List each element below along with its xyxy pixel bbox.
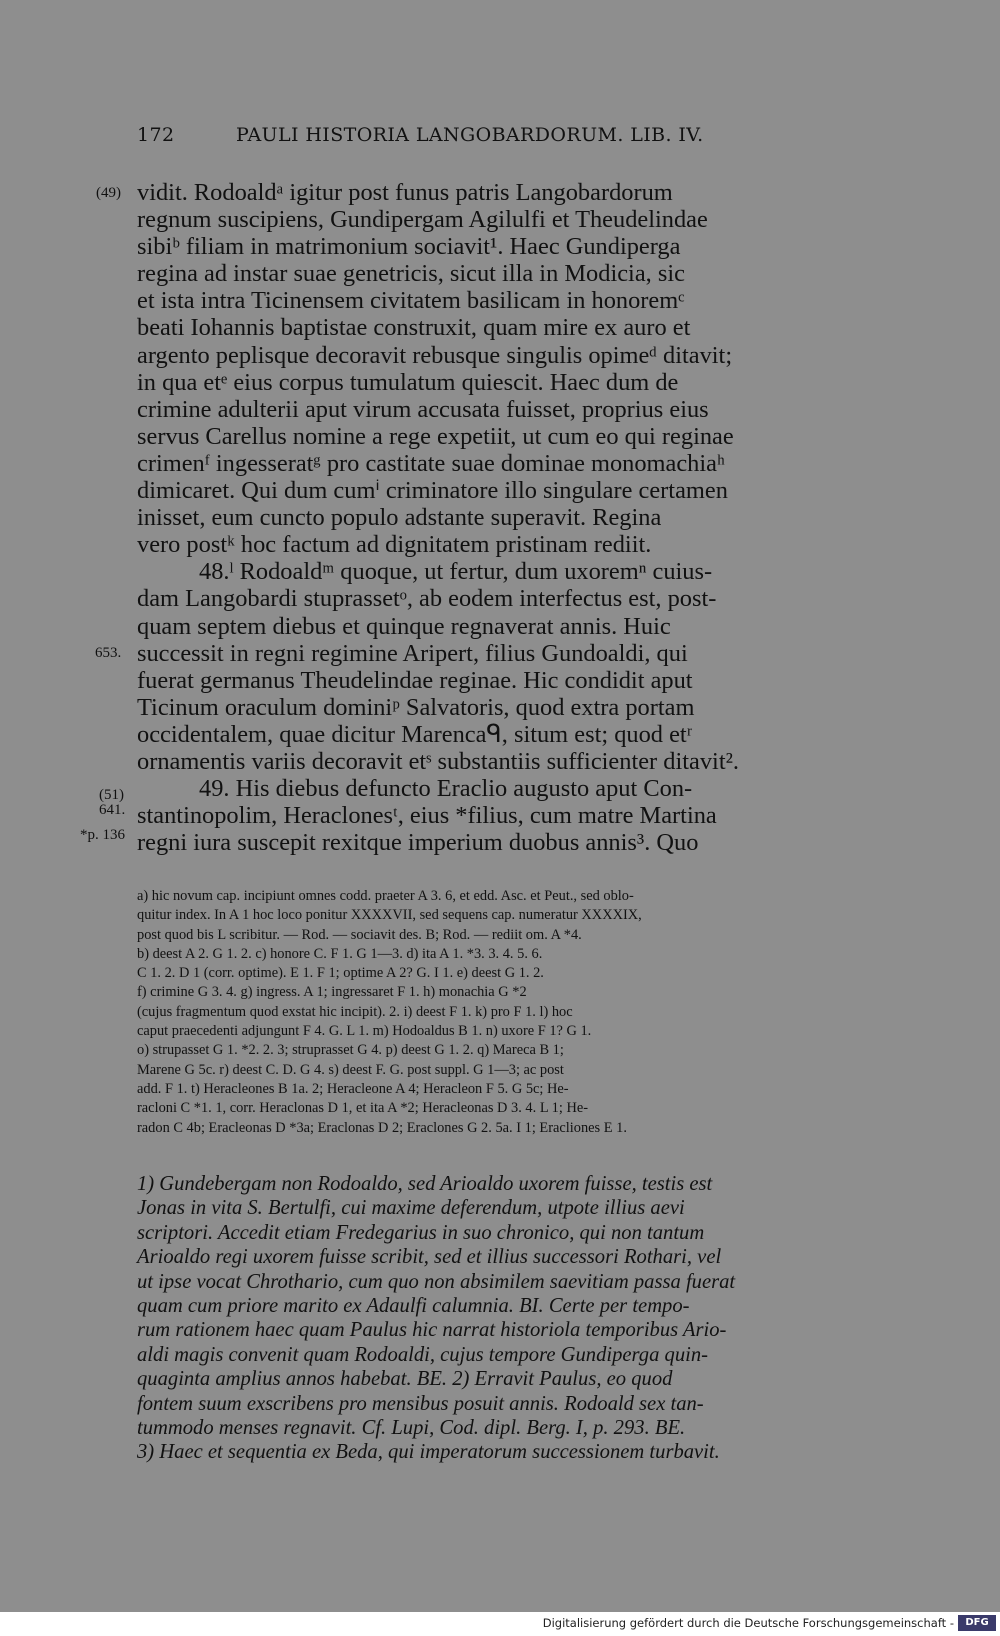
apparatus-line: racloni C *1. 1, corr. Heraclonas D 1, et ita A *2; Heracleonas D 3. 4. L 1; He- bbox=[137, 1100, 589, 1117]
footnote-line: scriptori. Accedit etiam Fredegarius in suo chronico, qui non tantum bbox=[137, 1221, 705, 1244]
apparatus-line: post quod bis L scribitur. — Rod. — sociavit des. B; Rod. — rediit om. A *4. bbox=[137, 926, 582, 943]
text-line: 48.ˡ Rodoaldᵐ quoque, ut fertur, dum uxoremⁿ cuius- bbox=[199, 558, 713, 586]
text-line: inisset, eum cuncto populo adstante superavit. Regina bbox=[137, 504, 662, 532]
margin-note-51: (51) bbox=[99, 787, 124, 803]
text-line: regina ad instar suae genetricis, sicut illa in Modicia, sic bbox=[137, 260, 685, 288]
main-text bbox=[137, 179, 877, 856]
text-line: dam Langobardi stuprassetᵒ, ab eodem interfectus est, post- bbox=[137, 585, 717, 613]
text-line: occidentalem, quae dicitur Marencaᑫ, situm est; quod etʳ bbox=[137, 720, 693, 748]
apparatus-line: radon C 4b; Eracleonas D *3a; Eraclonas D 2; Eraclones G 2. 5a. I 1; Eracliones E 1. bbox=[137, 1119, 627, 1136]
dfg-logo: DFG bbox=[958, 1615, 996, 1631]
apparatus-line: o) strupasset G 1. *2. 2. 3; struprasset G 4. p) deest G 1. 2. q) Mareca B 1; bbox=[137, 1042, 564, 1059]
critical-apparatus bbox=[137, 887, 877, 1138]
text-line: regni iura suscepit rexitque imperium duobus annis³. Quo bbox=[137, 829, 699, 857]
text-line: vidit. Rodoaldᵃ igitur post funus patris Langobardorum bbox=[137, 179, 673, 206]
margin-note-49: (49) bbox=[96, 185, 121, 201]
apparatus-line: a) hic novum cap. incipiunt omnes codd. praeter A 3. 6, et edd. Asc. et Peut., sed oblo- bbox=[137, 888, 634, 904]
text-line: stantinopolim, Heraclonesᵗ, eius *filius, cum matre Martina bbox=[137, 802, 717, 830]
text-line: beati Iohannis baptistae construxit, quam mire ex auro et bbox=[137, 314, 691, 342]
page-number: 172 bbox=[137, 124, 175, 146]
text-line: crimine adulterii aput virum accusata fuisset, proprius eius bbox=[137, 395, 709, 423]
funding-note: Digitalisierung gefördert durch die Deutsche Forschungsgemeinschaft - bbox=[542, 1616, 954, 1630]
text-line: ornamentis variis decoravit etˢ substantiis sufficienter ditavit². bbox=[137, 747, 740, 775]
text-line: 49. His diebus defuncto Eraclio augusto aput Con- bbox=[199, 775, 693, 803]
margin-note-year-653: 653. bbox=[95, 645, 122, 661]
margin-note-page-136: *p. 136 bbox=[80, 827, 125, 843]
text-line: Ticinum oraculum dominiᵖ Salvatoris, quod extra portam bbox=[137, 693, 695, 721]
footnote-line: quam cum priore marito ex Adaulfi calumnia. BI. Certe per tempo- bbox=[137, 1294, 690, 1317]
text-line: et ista intra Ticinensem civitatem basilicam in honoremᶜ bbox=[137, 287, 685, 315]
apparatus-line: f) crimine G 3. 4. g) ingress. A 1; ingressaret F 1. h) monachia G *2 bbox=[137, 984, 527, 1001]
text-line: fuerat germanus Theudelindae reginae. Hic condidit aput bbox=[137, 666, 693, 694]
footer-bar bbox=[0, 1612, 1000, 1636]
apparatus-line: add. F 1. t) Heracleones B 1a. 2; Heracleone A 4; Heracleon F 5. G 5c; He- bbox=[137, 1080, 569, 1097]
apparatus-line: caput praecedenti adjungunt F 4. G. L 1. m) Hodoaldus B 1. n) uxore F 1? G 1. bbox=[137, 1023, 592, 1040]
footnote-line: Jonas in vita S. Bertulfi, cui maxime deferendum, utpote illius aevi bbox=[137, 1197, 685, 1220]
footnote-line: aldi magis convenit quam Rodoaldi, cujus tempore Gundiperga quin- bbox=[137, 1343, 709, 1366]
running-title: PAULI HISTORIA LANGOBARDORUM. LIB. IV. bbox=[236, 124, 704, 146]
text-line: quam septem diebus et quinque regnaverat annis. Huic bbox=[137, 612, 671, 640]
footnote-line: tummodo menses regnavit. Cf. Lupi, Cod. dipl. Berg. I, p. 293. BE. bbox=[137, 1416, 686, 1439]
footnote-line: quaginta amplius annos habebat. BE. 2) Erravit Paulus, eo quod bbox=[137, 1368, 673, 1391]
apparatus-line: b) deest A 2. G 1. 2. c) honore C. F 1. G 1—3. d) ita A 1. *3. 3. 4. 5. 6. bbox=[137, 945, 543, 962]
footnote-line: 3) Haec et sequentia ex Beda, qui imperatorum successionem turbavit. bbox=[137, 1441, 720, 1464]
footnote-line: ut ipse vocat Chrothario, cum quo non absimilem saevitiam passa fuerat bbox=[137, 1270, 736, 1293]
margin-note-year-641: 641. bbox=[99, 802, 126, 818]
footnote-line: rum rationem haec quam Paulus hic narrat historiola temporibus Ario- bbox=[137, 1319, 727, 1342]
footnote-line: fontem suum exscribens pro mensibus posuit annis. Rodoald sex tan- bbox=[137, 1392, 704, 1415]
text-line: argento peplisque decoravit rebusque singulis opimeᵈ ditavit; bbox=[137, 341, 733, 369]
apparatus-line: Marene G 5c. r) deest C. D. G 4. s) deest F. G. post suppl. G 1—3; ac post bbox=[137, 1061, 564, 1078]
text-line: vero postᵏ hoc factum ad dignitatem pristinam rediit. bbox=[137, 531, 652, 559]
apparatus-line: quitur index. In A 1 hoc loco ponitur XXXXVII, sed sequens cap. numeratur XXXXIX, bbox=[137, 907, 642, 924]
footnote-line: 1) Gundebergam non Rodoaldo, sed Arioaldo uxorem fuisse, testis est bbox=[137, 1173, 713, 1195]
text-line: sibiᵇ filiam in matrimonium sociavit¹. Haec Gundiperga bbox=[137, 233, 681, 261]
text-line: in qua etᵉ eius corpus tumulatum quiescit. Haec dum de bbox=[137, 368, 679, 396]
text-line: servus Carellus nomine a rege expetiit, ut cum eo qui reginae bbox=[137, 422, 734, 450]
footnote-line: Arioaldo regi uxorem fuisse scribit, sed et illius successori Rothari, vel bbox=[137, 1246, 722, 1269]
apparatus-line: C 1. 2. D 1 (corr. optime). E 1. F 1; optime A 2? G. I 1. e) deest G 1. 2. bbox=[137, 965, 544, 982]
apparatus-line: (cujus fragmentum quod exstat hic incipit). 2. i) deest F 1. k) pro F 1. l) hoc bbox=[137, 1003, 573, 1020]
text-line: crimenᶠ ingesseratᵍ pro castitate suae dominae monomachiaʰ bbox=[137, 449, 725, 477]
text-line: dimicaret. Qui dum cumⁱ criminatore illo singulare certamen bbox=[137, 477, 728, 505]
text-line: regnum suscipiens, Gundipergam Agilulfi et Theudelindae bbox=[137, 206, 708, 234]
footnotes bbox=[137, 1172, 877, 1465]
page-header bbox=[0, 124, 1000, 154]
text-line: successit in regni regimine Aripert, filius Gundoaldi, qui bbox=[137, 639, 688, 667]
